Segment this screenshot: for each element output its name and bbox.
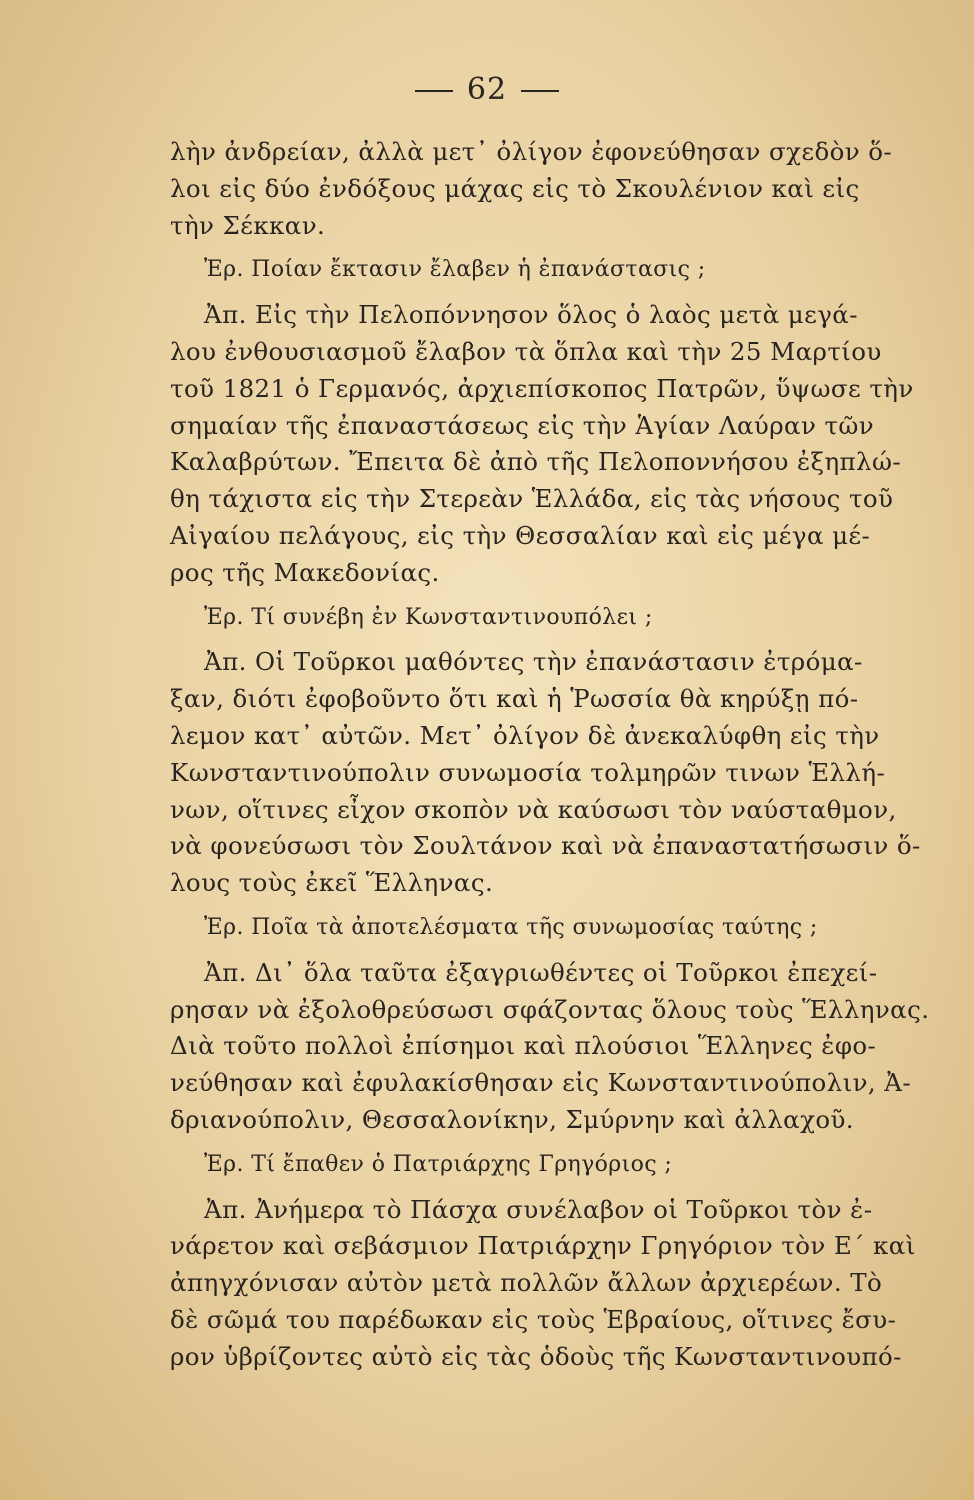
text-line: θη τάχιστα εἰς τὴν Στερεὰν Ἑλλάδα, εἰς τὰς νήσους τοῦ xyxy=(170,484,894,514)
text-line: Διὰ τοῦτο πολλοὶ ἐπίσημοι καὶ πλούσιοι Ἕλληνες ἐφο- xyxy=(170,1031,877,1061)
text-line: λεμον κατ᾽ αὐτῶν. Μετ᾽ ὀλίγον δὲ ἀνεκαλύφθη εἰς τὴν xyxy=(170,720,880,750)
text-line: δριανούπολιν, Θεσσαλονίκην, Σμύρνην καὶ ἀλλαχοῦ. xyxy=(170,1104,854,1134)
text-line: νεύθησαν καὶ ἐφυλακίσθησαν εἰς Κωνσταντινούπολιν, Ἀ- xyxy=(170,1068,912,1098)
text-line: λοι εἰς δύο ἐνδόξους μάχας εἰς τὸ Σκουλένιον καὶ εἰς xyxy=(170,173,860,203)
question-paragraph xyxy=(170,910,932,947)
question-paragraph xyxy=(170,1147,932,1184)
answer-paragraph xyxy=(170,955,932,1139)
text-line: ξαν, διότι ἐφοβοῦντο ὅτι καὶ ἡ Ῥωσσία θὰ κηρύξῃ πό- xyxy=(170,684,859,714)
text-line: Ἐρ. Τί ἔπαθεν ὁ Πατριάρχης Γρηγόριος ; xyxy=(204,1151,673,1177)
text-line: Ἐρ. Ποῖα τὰ ἀποτελέσματα τῆς συνωμοσίας ταύτης ; xyxy=(204,914,818,940)
text-line: Ἐρ. Τί συνέβη ἐν Κωνσταντινουπόλει ; xyxy=(204,604,653,630)
text-line: Ἐρ. Ποίαν ἔκτασιν ἔλαβεν ἡ ἐπανάστασις ; xyxy=(204,257,706,283)
text-line: νων, οἵτινες εἶχον σκοπὸν νὰ καύσωσι τὸν ναύσταθμον, xyxy=(170,794,897,824)
question-paragraph xyxy=(170,252,932,289)
continuation-paragraph xyxy=(170,134,932,244)
text-line: τοῦ 1821 ὁ Γερμανός, ἀρχιεπίσκοπος Πατρῶν, ὕψωσε τὴν xyxy=(170,373,914,403)
answer-paragraph xyxy=(170,644,932,902)
text-line: Κωνσταντινούπολιν συνωμοσία τολμηρῶν τινων Ἑλλή- xyxy=(170,757,886,787)
body-text xyxy=(170,134,932,1376)
text-line: Ἀπ. Δι᾽ ὅλα ταῦτα ἐξαγριωθέντες οἱ Τοῦρκοι ἐπεχεί- xyxy=(204,957,878,987)
question-paragraph xyxy=(170,600,932,637)
page-number xyxy=(0,72,974,107)
answer-paragraph xyxy=(170,1192,932,1376)
text-line: Ἀπ. Οἱ Τοῦρκοι μαθόντες τὴν ἐπανάστασιν ἐτρόμα- xyxy=(204,647,863,677)
text-line: λὴν ἀνδρείαν, ἀλλὰ μετ᾽ ὀλίγον ἐφονεύθησαν σχεδὸν ὅ- xyxy=(170,137,893,166)
text-line: νάρετον καὶ σεβάσμιον Πατριάρχην Γρηγόριον τὸν Ε´ καὶ xyxy=(170,1231,916,1261)
text-line: Αἰγαίου πελάγους, εἰς τὴν Θεσσαλίαν καὶ εἰς μέγα μέ- xyxy=(170,520,871,550)
text-line: τὴν Σέκκαν. xyxy=(170,210,326,240)
text-line: δὲ σῶμά του παρέδωκαν εἰς τοὺς Ἑβραίους, οἵτινες ἔσυ- xyxy=(170,1304,897,1334)
answer-paragraph xyxy=(170,297,932,591)
text-line: ἀπηγχόνισαν αὐτὸν μετὰ πολλῶν ἄλλων ἀρχιερέων. Τὸ xyxy=(170,1268,883,1298)
text-line: ρον ὑβρίζοντες αὐτὸ εἰς τὰς ὁδοὺς τῆς Κωνσταντινουπό- xyxy=(170,1341,902,1371)
page-number-right-dash xyxy=(521,90,559,92)
text-line: ρος τῆς Μακεδονίας. xyxy=(170,557,440,587)
text-line: Καλαβρύτων. Ἔπειτα δὲ ἀπὸ τῆς Πελοποννήσου ἐξηπλώ- xyxy=(170,447,902,477)
text-line: ρησαν νὰ ἐξολοθρεύσωσι σφάζοντας ὅλους τοὺς Ἕλληνας. xyxy=(170,994,930,1024)
text-line: λου ἐνθουσιασμοῦ ἔλαβον τὰ ὅπλα καὶ τὴν 25 Μαρτίου xyxy=(170,336,882,366)
text-line: Ἀπ. Ἀνήμερα τὸ Πάσχα συνέλαβον οἱ Τοῦρκοι τὸν ἐ- xyxy=(204,1194,873,1224)
text-line: νὰ φονεύσωσι τὸν Σουλτάνον καὶ νὰ ἐπαναστατήσωσιν ὅ- xyxy=(170,831,921,861)
text-line: λους τοὺς ἐκεῖ Ἕλληνας. xyxy=(170,868,494,898)
text-line: Ἀπ. Εἰς τὴν Πελοπόννησον ὅλος ὁ λαὸς μετὰ μεγά- xyxy=(204,300,858,330)
page-number-value: 62 xyxy=(466,72,508,107)
page-number-left-dash xyxy=(415,90,453,92)
text-line: σημαίαν τῆς ἐπαναστάσεως εἰς τὴν Ἁγίαν Λαύραν τῶν xyxy=(170,410,875,440)
